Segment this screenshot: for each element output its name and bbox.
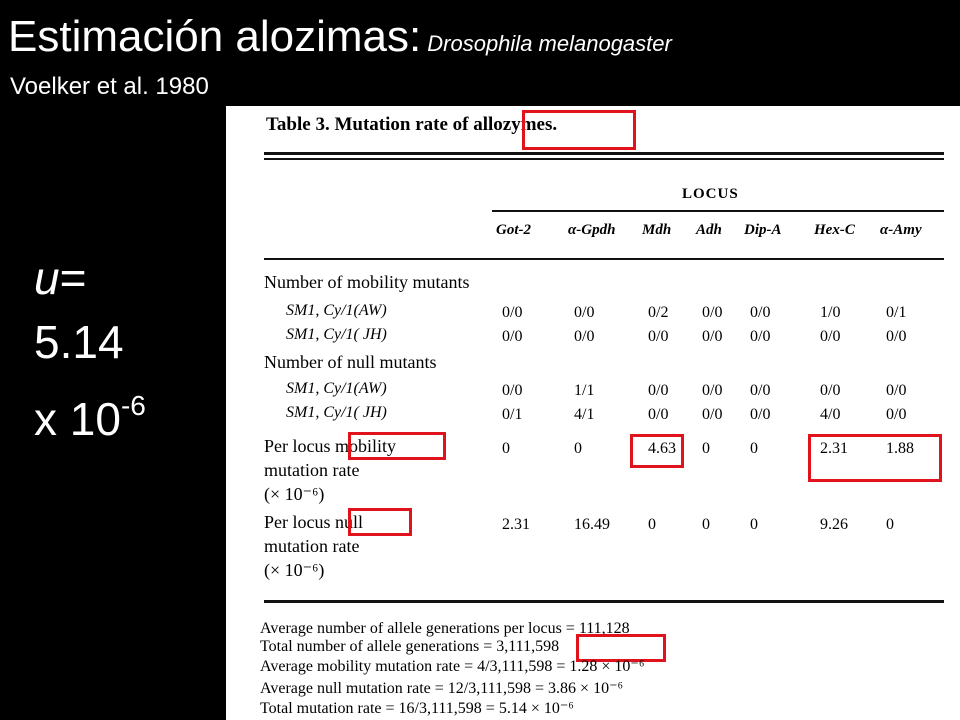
column-header: Got-2 <box>496 222 531 238</box>
table-cell: 0/0 <box>574 304 595 321</box>
divider <box>264 600 944 603</box>
units-text: (× 10⁻⁶) <box>264 484 325 504</box>
column-header: Mdh <box>642 222 672 238</box>
mutation-rate-callout <box>34 246 146 451</box>
footnote-avg-generations: Average number of allele generations per locus = 111,128 <box>260 620 630 637</box>
table-cell: 0 <box>702 516 710 533</box>
table-cell: 0/0 <box>648 406 669 423</box>
table-cell: 2.31 <box>820 440 848 457</box>
footnote-total-generations <box>260 638 559 656</box>
title-species: Drosophila melanogaster <box>427 31 672 56</box>
table-cell: 9.26 <box>820 516 848 533</box>
u-exp-base: x 10 <box>34 393 121 445</box>
highlight-box-mobility <box>348 432 446 460</box>
highlight-box-hex-amy-rate <box>808 434 942 482</box>
table-cell: 0/1 <box>502 406 523 423</box>
table-cell: 1/0 <box>820 304 841 321</box>
footnote-mobility-rate: Average mobility mutation rate = 4/3,111,598 = 1.28 × 10⁻⁶ <box>260 658 645 675</box>
strain-jh-label: SM1, Cy/1( JH) <box>286 404 387 421</box>
table-cell: 0/0 <box>648 328 669 345</box>
slide-title <box>8 10 672 71</box>
null-word: null <box>335 512 364 532</box>
table-cell: 0/0 <box>886 382 907 399</box>
table-cell: 0/0 <box>886 406 907 423</box>
table-scan <box>226 106 960 720</box>
null-header: Number of null mutants <box>264 352 437 372</box>
strain-jh-label: SM1, Cy/1( JH) <box>286 326 387 343</box>
table-cell: 0/0 <box>750 328 771 345</box>
table-title <box>266 114 557 136</box>
table-cell: 0/0 <box>750 406 771 423</box>
column-header: Dip-A <box>744 222 782 238</box>
table-cell: 0 <box>750 440 758 457</box>
divider <box>264 158 944 160</box>
table-cell: 0 <box>648 516 656 533</box>
table-title-highlight: allozymes. <box>473 114 558 135</box>
table-cell: 0 <box>502 440 510 457</box>
table-cell: 0/2 <box>648 304 669 321</box>
units-text: (× 10⁻⁶) <box>264 560 325 580</box>
table-cell: 0/0 <box>820 382 841 399</box>
table-cell: 0/0 <box>750 304 771 321</box>
u-equals: = <box>59 252 87 304</box>
divider <box>264 258 944 260</box>
table-title-prefix: Table 3. Mutation rate of <box>266 114 469 135</box>
table-cell: 0 <box>886 516 894 533</box>
table-cell: 0/0 <box>574 328 595 345</box>
table-cell: 0/0 <box>820 328 841 345</box>
table-cell: 0/0 <box>702 406 723 423</box>
table-cell: 1.88 <box>886 440 914 457</box>
table-cell: 0/0 <box>702 304 723 321</box>
column-header: Adh <box>696 222 722 238</box>
table-cell: 2.31 <box>502 516 530 533</box>
table-cell: 0/0 <box>702 328 723 345</box>
table-cell: 16.49 <box>574 516 610 533</box>
total-generations-value: 3,111,598 <box>496 638 560 655</box>
table-cell: 0/0 <box>750 382 771 399</box>
column-header: α-Gpdh <box>568 222 616 238</box>
locus-header: LOCUS <box>682 186 739 202</box>
strain-aw-label: SM1, Cy/1(AW) <box>286 380 387 397</box>
mutation-rate-text: mutation rate <box>264 460 360 480</box>
u-value: 5.14 <box>34 316 124 368</box>
mobility-header: Number of mobility mutants <box>264 272 470 292</box>
total-generations-prefix: Total number of allele generations = <box>260 638 493 655</box>
table-cell: 0/0 <box>502 328 523 345</box>
title-text: Estimación alozimas: <box>8 12 422 61</box>
table-cell: 0/1 <box>886 304 907 321</box>
table-cell: 0/0 <box>702 382 723 399</box>
highlight-box-null <box>348 508 412 536</box>
highlight-box-mdh-rate <box>630 434 684 468</box>
table-cell: 0 <box>750 516 758 533</box>
u-symbol: u <box>34 252 60 304</box>
table-cell: 0 <box>574 440 582 457</box>
divider <box>264 152 944 155</box>
divider <box>492 210 944 212</box>
footnote-total-rate: Total mutation rate = 16/3,111,598 = 5.14 × 10⁻⁶ <box>260 700 574 717</box>
mobility-word: mobility <box>335 436 397 456</box>
u-exponent: -6 <box>120 390 146 421</box>
table-cell: 4.63 <box>648 440 676 457</box>
table-cell: 0/0 <box>502 382 523 399</box>
table-cell: 4/0 <box>820 406 841 423</box>
per-locus-text: Per locus <box>264 512 331 532</box>
column-header: α-Amy <box>880 222 922 238</box>
column-header: Hex-C <box>814 222 855 238</box>
table-cell: 0/0 <box>886 328 907 345</box>
table-cell: 1/1 <box>574 382 595 399</box>
per-locus-text: Per locus <box>264 436 331 456</box>
strain-aw-label: SM1, Cy/1(AW) <box>286 302 387 319</box>
table-cell: 0/0 <box>648 382 669 399</box>
table-cell: 0/0 <box>502 304 523 321</box>
citation: Voelker et al. 1980 <box>10 73 209 100</box>
mutation-rate-text: mutation rate <box>264 536 360 556</box>
table-cell: 4/1 <box>574 406 595 423</box>
footnote-null-rate: Average null mutation rate = 12/3,111,598 = 3.86 × 10⁻⁶ <box>260 680 624 697</box>
highlight-box-allozymes <box>522 110 636 150</box>
table-cell: 0 <box>702 440 710 457</box>
